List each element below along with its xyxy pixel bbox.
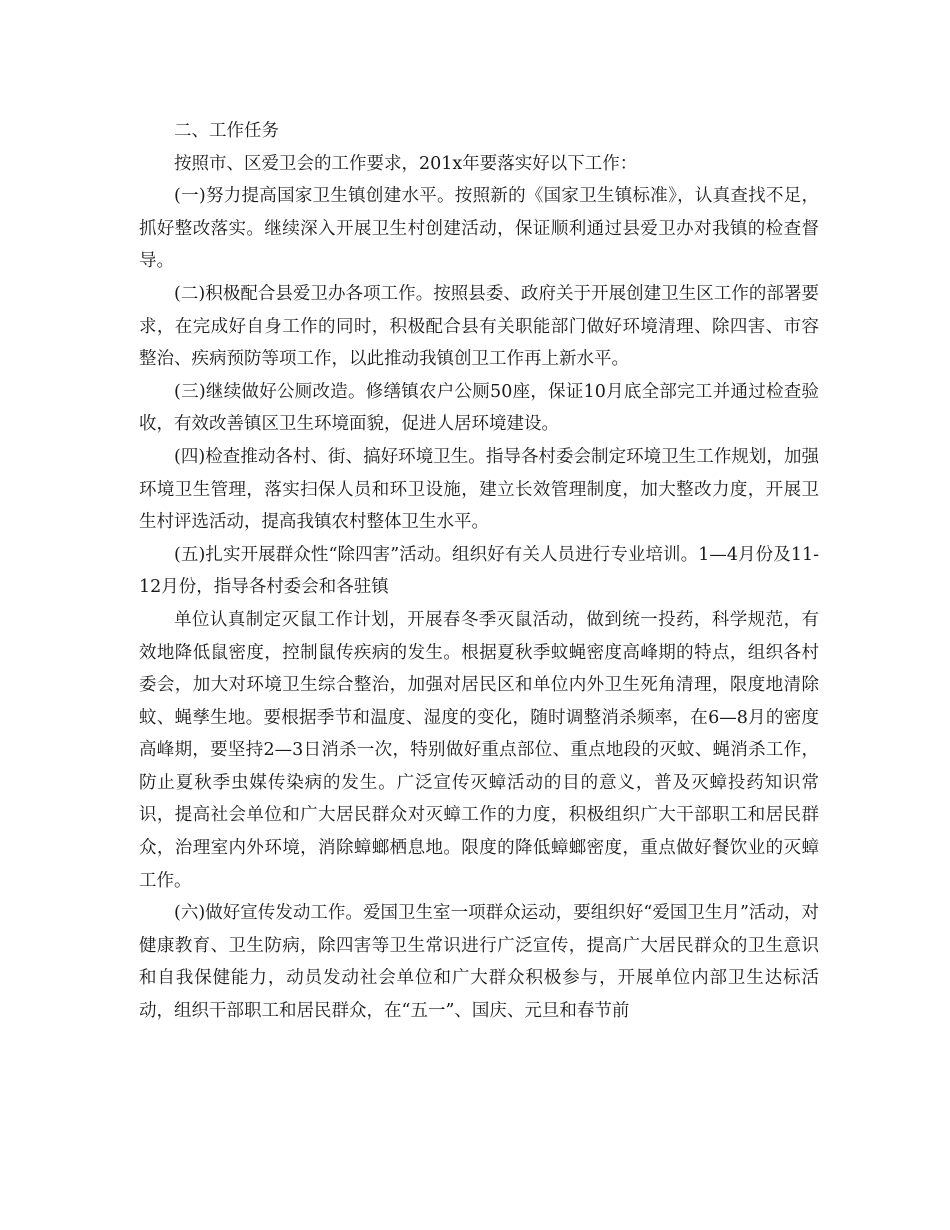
task-5-paragraph: (五)扎实开展群众性“除四害”活动。组织好有关人员进行专业培训。1—4月份及11-12月份，指导各村委会和各驻镇	[139, 544, 819, 598]
section-heading: 二、工作任务	[174, 121, 279, 141]
task-1-paragraph: (一)努力提高国家卫生镇创建水平。按照新的《国家卫生镇标准》，认真查找不足，抓好整改落实。继续深入开展卫生村创建活动，保证顺利通过县爱卫办对我镇的检查督导。	[139, 186, 819, 272]
task-6-paragraph: (六)做好宣传发动工作。爱国卫生室一项群众运动，要组织好“爱国卫生月”活动，对健康教育、卫生防病，除四害等卫生常识进行广泛宣传，提高广大居民群众的卫生意识和自我保健能力，动员发动社会单位和广大群众积极参与，开展单位内部卫生达标活动，组织干部职工和居民群众，在“五一”、国庆、元旦和春节前	[139, 903, 819, 1022]
task-4-paragraph: (四)检查推动各村、街、搞好环境卫生。指导各村委会制定环境卫生工作规划，加强环境卫生管理，落实扫保人员和环卫设施，建立长效管理制度，加大整改力度，开展卫生村评选活动，提高我镇农村整体卫生水平。	[139, 446, 819, 533]
task-3-paragraph: (三)继续做好公厕改造。修缮镇农户公厕50座，保证10月底全部完工并通过检查验收，有效改善镇区卫生环境面貌，促进人居环境建设。	[139, 381, 819, 435]
task-2-paragraph: (二)积极配合县爱卫办各项工作。按照县委、政府关于开展创建卫生区工作的部署要求，在完成好自身工作的同时，积极配合县有关职能部门做好环境清理、除四害、市容整治、疾病预防等项工作，以此推动我镇创卫工作再上新水平。	[139, 283, 819, 370]
task-5-continuation-paragraph: 单位认真制定灭鼠工作计划，开展春冬季灭鼠活动，做到统一投药，科学规范，有效地降低鼠密度，控制鼠传疾病的发生。根据夏秋季蚊蝇密度高峰期的特点，组织各村委会，加大对环境卫生综合整治，加强对居民区和单位内外卫生死角清理，限度地清除蚊、蝇孳生地。要根据季节和温度、湿度的变化，随时调整消杀频率，在6—8月的密度高峰期，要坚持2—3日消杀一次，特别做好重点部位、重点地段的灭蚊、蝇消杀工作，防止夏秋季虫媒传染病的发生。广泛宣传灭蟑活动的目的意义，普及灭蟑投药知识常识，提高社会单位和广大居民群众对灭蟑工作的力度，积极组织广大干部职工和居民群众，治理室内外环境，消除蟑螂栖息地。限度的降低蟑螂密度，重点做好餐饮业的灭蟑工作。	[139, 609, 819, 891]
document-body	[139, 115, 819, 1028]
intro-paragraph: 按照市、区爱卫会的工作要求，201x年要落实好以下工作：	[174, 153, 638, 174]
